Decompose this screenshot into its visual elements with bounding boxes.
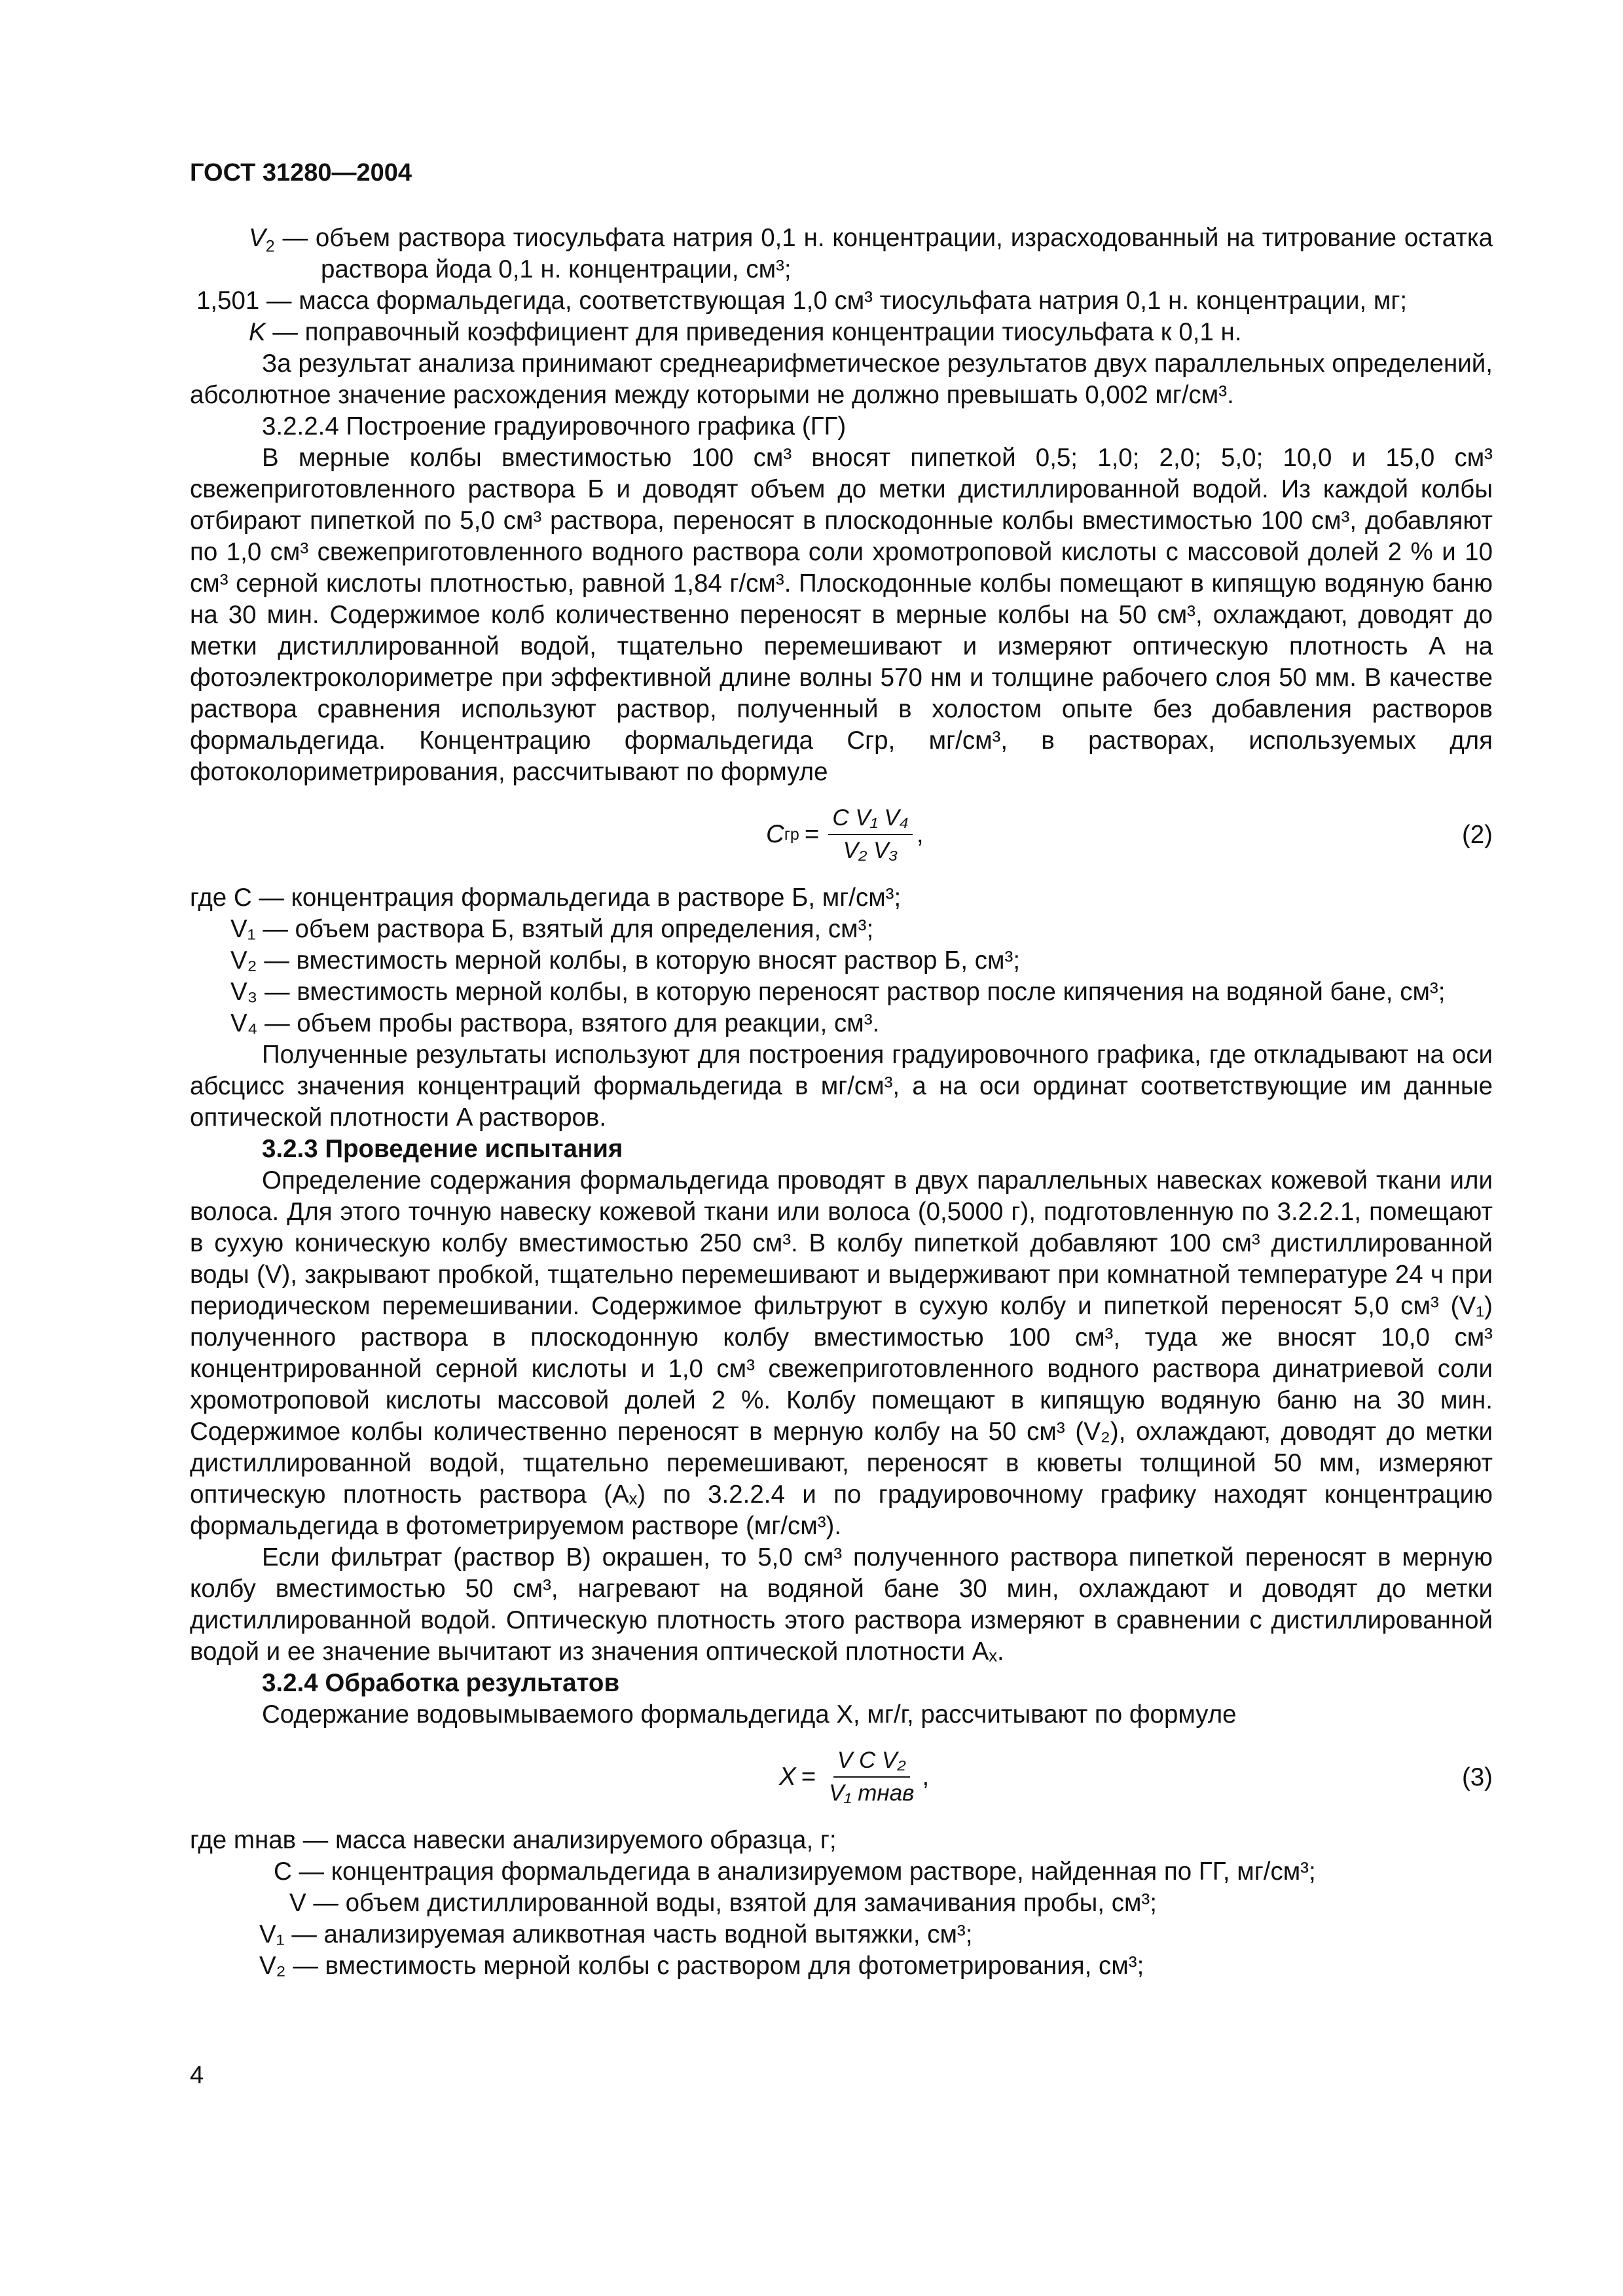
formula-2-body: C гр = $\frac{\text{C V₁ V₄}}{\text{V₂ V₃}}$ , xyxy=(766,805,924,863)
section-heading-324: 3.2.4 Обработка результатов xyxy=(262,1669,620,1697)
paragraph-324: Содержание водовымываемого формальдегида X, мг/г, рассчитывают по формуле xyxy=(262,1700,1237,1729)
formula-3-number: (3) xyxy=(1461,1763,1493,1791)
definition-item: V₂ — вместимость мерной колбы с раствором для фотометрирования, см³; xyxy=(259,1952,1144,1980)
definition-item: V₁ — объем раствора Б, взятый для определения, см³; xyxy=(230,915,874,943)
definition-item: C — концентрация формальдегида в анализируемом растворе, найденная по ГГ, мг/см³; xyxy=(274,1857,1316,1886)
document-page xyxy=(190,157,1493,1982)
formula-3 xyxy=(190,1742,1493,1816)
document-header: ГОСТ 31280—2004 xyxy=(190,159,412,187)
definition-item: V₄ — объем пробы раствора, взятого для реакции, см³. xyxy=(230,1009,880,1037)
formula-3-body: X = $\frac{\text{V C V₂}}{\text{V₁ mнав}}$ , xyxy=(779,1748,930,1806)
page-number: 4 xyxy=(190,2062,204,2089)
formula-2-numerator: C V₁ V₄ xyxy=(828,805,912,835)
definitions-formula-3 xyxy=(190,1825,1493,1982)
definition-item: V₃ — вместимость мерной колбы, в которую переносят раствор после кипячения на водяной бане, см³; xyxy=(230,978,1446,1006)
definition-item: где C — концентрация формальдегида в растворе Б, мг/см³; xyxy=(190,884,902,912)
formula-2 xyxy=(190,800,1493,873)
formula-3-denominator: V₁ mнав xyxy=(829,1780,915,1806)
definition-item: V₁ — анализируемая аликвотная часть водной вытяжки, см³; xyxy=(259,1920,973,1948)
paragraph-323: Определение содержания формальдегида проводят в двух параллельных навесках кожевой ткани или волоса. Для этого точную навеску кожевой ткани или волоса (0,5000 г), подготовленную по 3.2.2.1, помещают в сухую коническую колбу вместимостью 250 см³. В колбу пипеткой добавляют 100 см³ дистиллированной воды (V), закрывают пробкой, тщательно перемешивают и выдерживают при комнатной температуре 24 ч при периодическом перемешивании. Содержимое фильтруют в сухую колбу и пипеткой переносят 5,0 см³ (V₁) полученного раствора в плоскодонную колбу вместимостью 100 см³, туда же вносят 10,0 см³ концентрированной серной кислоты и 1,0 см³ свежеприготовленного водного раствора динатриевой соли хромотроповой кислоты массовой долей 2 %. Колбу помещают в кипящую водяную баню на 30 мин. Содержимое колбы количественно переносят в мерную колбу на 50 см³ (V₂), охлаждают, доводят до метки дистиллированной водой, тщательно перемешивают, переносят в кюветы толщиной 50 мм, измеряют оптическую плотность раствора (Aₓ) по 3.2.2.4 и по градуировочному графику находят концентрацию формальдегида в фотометрируемом растворе (мг/см³). xyxy=(190,1166,1493,1540)
definitions-formula-2 xyxy=(190,882,1493,1039)
paragraph-filtrate: Если фильтрат (раствор В) окрашен, то 5,0 см³ полученного раствора пипеткой переносят в мерную колбу вместимостью 50 см³, нагревают на водяной бане 30 мин, охлаждают и доводят до метки дистиллированной водой. Оптическую плотность этого раствора измеряют в сравнении с дистиллированной водой и ее значение вычитают из значения оптической плотности Aₓ. xyxy=(190,1543,1493,1666)
definition-item: где mнав — масса навески анализируемого образца, г; xyxy=(190,1826,837,1854)
definition-item: 1,501 — масса формальдегида, соответствующая 1,0 см³ тиосульфата натрия 0,1 н. концентрации, мг; xyxy=(196,287,1408,315)
section-heading-323: 3.2.3 Проведение испытания xyxy=(262,1135,623,1163)
definition-item: K — поправочный коэффициент для приведения концентрации тиосульфата к 0,1 н. xyxy=(249,318,1242,346)
paragraph-graph: Полученные результаты используют для построения градуировочного графика, где откладывают на оси абсцисс значения концентраций формальдегида в мг/см³, а на оси ординат соответствующие им данные оптической плотности A растворов. xyxy=(190,1041,1493,1132)
formula-2-denominator: V₂ V₃ xyxy=(843,838,898,863)
formula-3-numerator: V C V₂ xyxy=(833,1748,910,1778)
section-heading-3224: 3.2.2.4 Построение градуировочного графика (ГГ) xyxy=(262,412,847,440)
paragraph-3224: В мерные колбы вместимостью 100 см³ вносят пипеткой 0,5; 1,0; 2,0; 5,0; 10,0 и 15,0 см³ свежеприготовленного раствора Б и доводят объем до метки дистиллированной водой. Из каждой колбы отбирают пипеткой по 5,0 см³ раствора, переносят в плоскодонные колбы вместимостью 100 см³, добавляют по 1,0 см³ свежеприготовленного водного раствора соли хромотроповой кислоты с массовой долей 2 % и 10 см³ серной кислоты плотностью, равной 1,84 г/см³. Плоскодонные колбы помещают в кипящую водяную баню на 30 мин. Содержимое колб количественно переносят в мерные колбы на 50 см³, охлаждают, доводят до метки дистиллированной водой, тщательно перемешивают и измеряют оптическую плотность A на фотоэлектроколориметре при эффективной длине волны 570 нм и толщине рабочего слоя 50 мм. В качестве раствора сравнения используют раствор, полученный в холостом опыте без добавления растворов формальдегида. Концентрацию формальдегида Cгр, мг/см³, в растворах, используемых для фотоколориметрирования, рассчитывают по формуле xyxy=(190,444,1493,786)
definition-item: V — объем дистиллированной воды, взятой для замачивания пробы, см³; xyxy=(289,1889,1157,1917)
definition-item: $V_2$ — объем раствора тиосульфата натрия 0,1 н. концентрации, израсходованный на титрование остатка раствора йода 0,1 н. концентрации, см³; xyxy=(249,224,1493,283)
paragraph-result: За результат анализа принимают среднеарифметическое результатов двух параллельных определений, абсолютное значение расхождения между которыми не должно превышать 0,002 мг/см³. xyxy=(190,350,1493,409)
definitions-top xyxy=(190,223,1493,348)
formula-2-number: (2) xyxy=(1461,821,1493,849)
definition-item: V₂ — вместимость мерной колбы, в которую вносят раствор Б, см³; xyxy=(230,946,1021,975)
